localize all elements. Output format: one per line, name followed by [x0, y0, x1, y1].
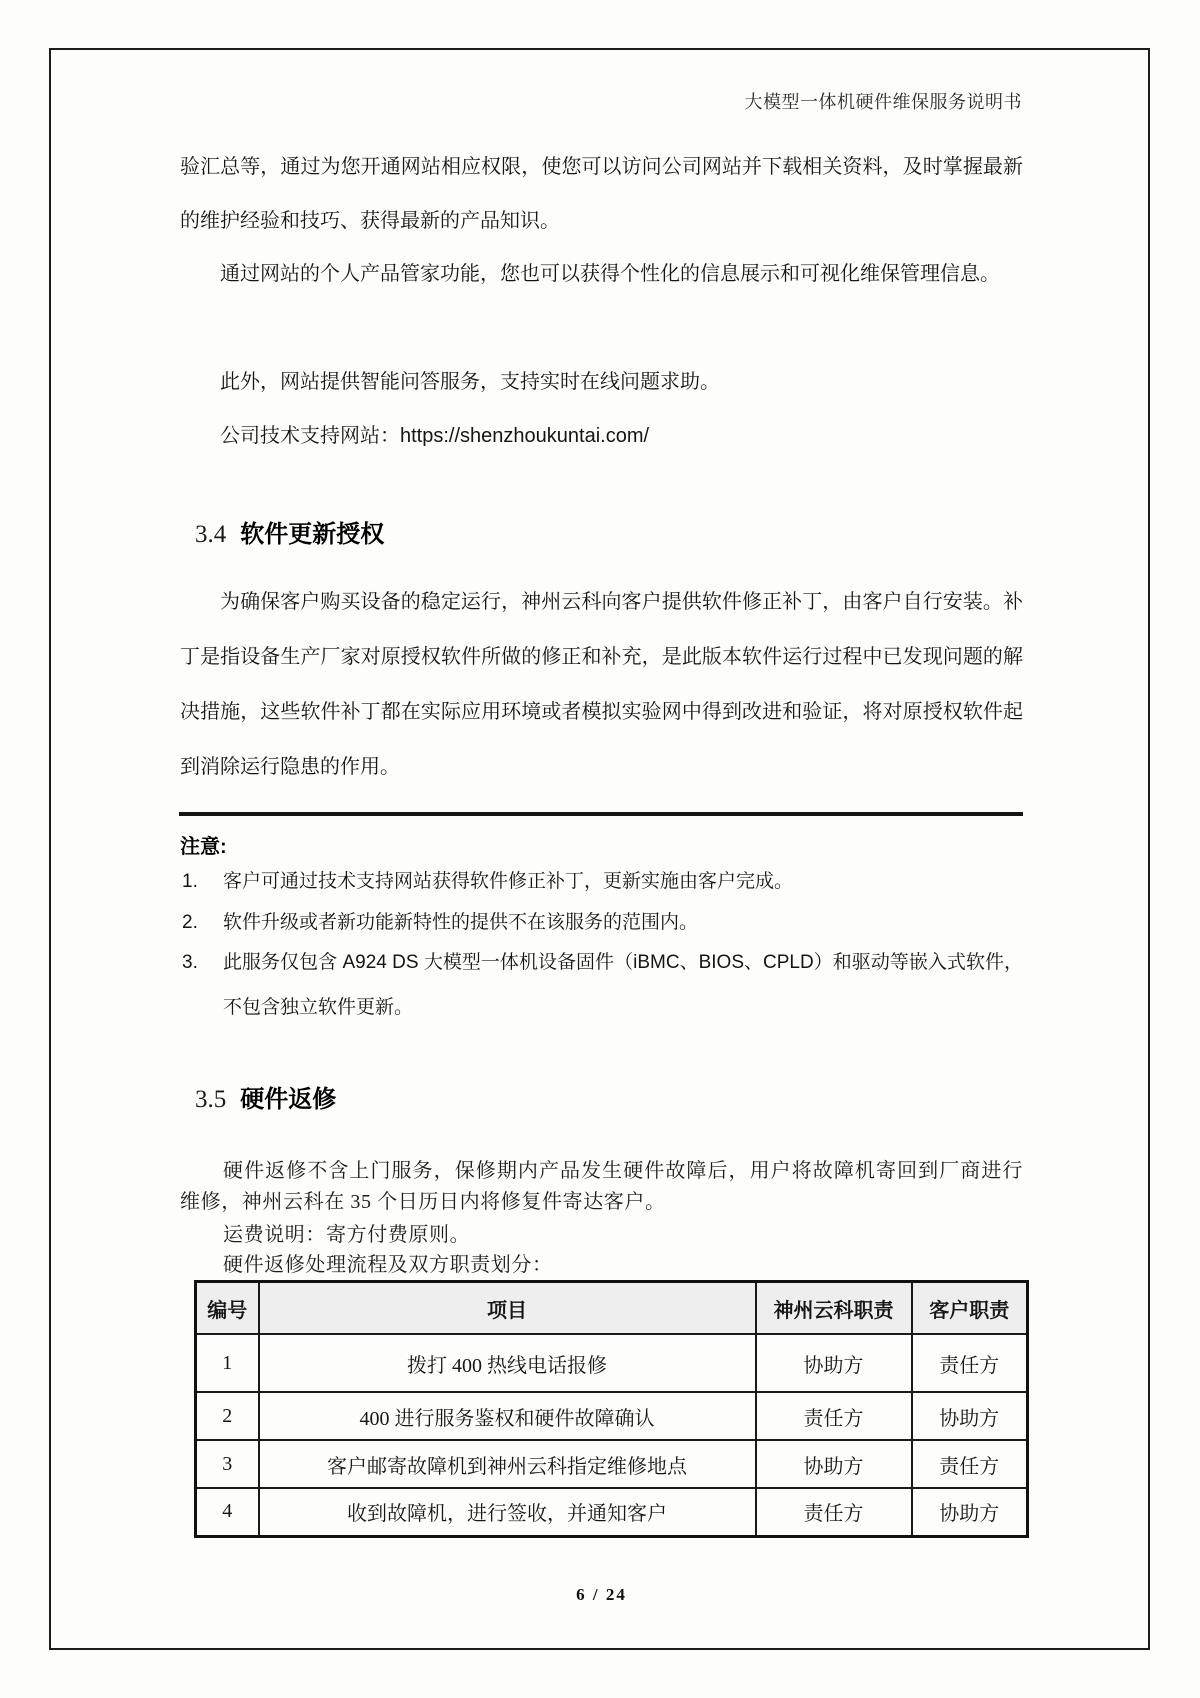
support-website-line	[180, 409, 1023, 463]
cell-id: 2	[196, 1392, 259, 1440]
section-3-5-paragraph-3: 硬件返修处理流程及双方职责划分：	[223, 1254, 553, 1276]
section-3-4-heading	[195, 514, 384, 549]
running-header-title: 大模型一体机硬件维保服务说明书	[744, 92, 1022, 112]
note-item-1-text: 客户可通过技术支持网站获得软件修正补丁，更新实施由客户完成。	[223, 871, 794, 892]
table-row	[196, 1488, 1028, 1536]
note-item-2-number: 2.	[182, 912, 198, 933]
table-row	[196, 1440, 1028, 1488]
cell-item: 拨打 400 热线电话报修	[259, 1334, 756, 1392]
cell-customer: 责任方	[912, 1334, 1028, 1392]
section-3-4-number: 3.4	[195, 521, 227, 548]
cell-customer: 协助方	[912, 1392, 1028, 1440]
cell-vendor: 协助方	[756, 1440, 912, 1488]
cell-item: 收到故障机，进行签收，并通知客户	[259, 1488, 756, 1536]
support-website-url: https://shenzhoukuntai.com/	[400, 425, 650, 447]
header-cell-item: 项目	[259, 1282, 756, 1335]
header-cell-vendor: 神州云科职责	[756, 1282, 912, 1335]
section-3-5-number: 3.5	[195, 1086, 227, 1113]
note-item-3	[182, 940, 1023, 1030]
cell-vendor: 协助方	[756, 1334, 912, 1392]
table-row	[196, 1334, 1028, 1392]
cell-id: 1	[196, 1334, 259, 1392]
support-website-label: 公司技术支持网站：	[220, 425, 400, 447]
header-cell-id: 编号	[196, 1282, 259, 1335]
table-row	[196, 1392, 1028, 1440]
cell-id: 3	[196, 1440, 259, 1488]
note-item-2	[182, 900, 1023, 945]
note-item-2-text: 软件升级或者新功能新特性的提供不在该服务的范围内。	[223, 912, 699, 933]
note-item-3-number: 3.	[182, 952, 198, 973]
section-3-5-paragraph-2: 运费说明：寄方付费原则。	[223, 1224, 471, 1246]
page-number: 6 / 24	[576, 1585, 627, 1604]
intro-paragraph-2: 通过网站的个人产品管家功能，您也可以获得个性化的信息展示和可视化维保管理信息。	[220, 263, 1000, 285]
section-3-5-heading	[195, 1079, 336, 1114]
note-label: 注意:	[180, 836, 227, 858]
cell-customer: 协助方	[912, 1488, 1028, 1536]
note-divider-rule	[179, 812, 1023, 816]
note-item-1	[182, 859, 1023, 904]
table-header-row	[196, 1282, 1028, 1335]
note-item-1-number: 1.	[182, 871, 198, 892]
intro-paragraph-3: 此外，网站提供智能问答服务，支持实时在线问题求助。	[220, 371, 720, 393]
section-3-4-title: 软件更新授权	[240, 521, 385, 548]
cell-item: 400 进行服务鉴权和硬件故障确认	[259, 1392, 756, 1440]
note-item-3-text: 此服务仅包含 A924 DS 大模型一体机设备固件（iBMC、BIOS、CPLD）和驱动等嵌入式软件，不包含独立软件更新。	[223, 952, 1023, 1018]
cell-item: 客户邮寄故障机到神州云科指定维修地点	[259, 1440, 756, 1488]
section-3-5-paragraph-1: 硬件返修不含上门服务，保修期内产品发生硬件故障后，用户将故障机寄回到厂商进行维修，神州云科在 35 个日历日内将修复件寄达客户。	[180, 1160, 1023, 1213]
cell-id: 4	[196, 1488, 259, 1536]
section-3-4-body: 为确保客户购买设备的稳定运行，神州云科向客户提供软件修正补丁，由客户自行安装。补丁是指设备生产厂家对原授权软件所做的修正和补充，是此版本软件运行过程中已发现问题的解决措施，这些软件补丁都在实际应用环境或者模拟实验网中得到改进和验证，将对原授权软件起到消除运行隐患的作用。	[180, 591, 1023, 778]
header-cell-customer: 客户职责	[912, 1282, 1028, 1335]
cell-vendor: 责任方	[756, 1392, 912, 1440]
section-3-5-title: 硬件返修	[240, 1086, 337, 1113]
cell-customer: 责任方	[912, 1440, 1028, 1488]
cell-vendor: 责任方	[756, 1488, 912, 1536]
intro-paragraph-1: 验汇总等，通过为您开通网站相应权限，使您可以访问公司网站并下载相关资料，及时掌握最新的维护经验和技巧、获得最新的产品知识。	[180, 156, 1023, 232]
responsibilities-table	[194, 1280, 1029, 1538]
